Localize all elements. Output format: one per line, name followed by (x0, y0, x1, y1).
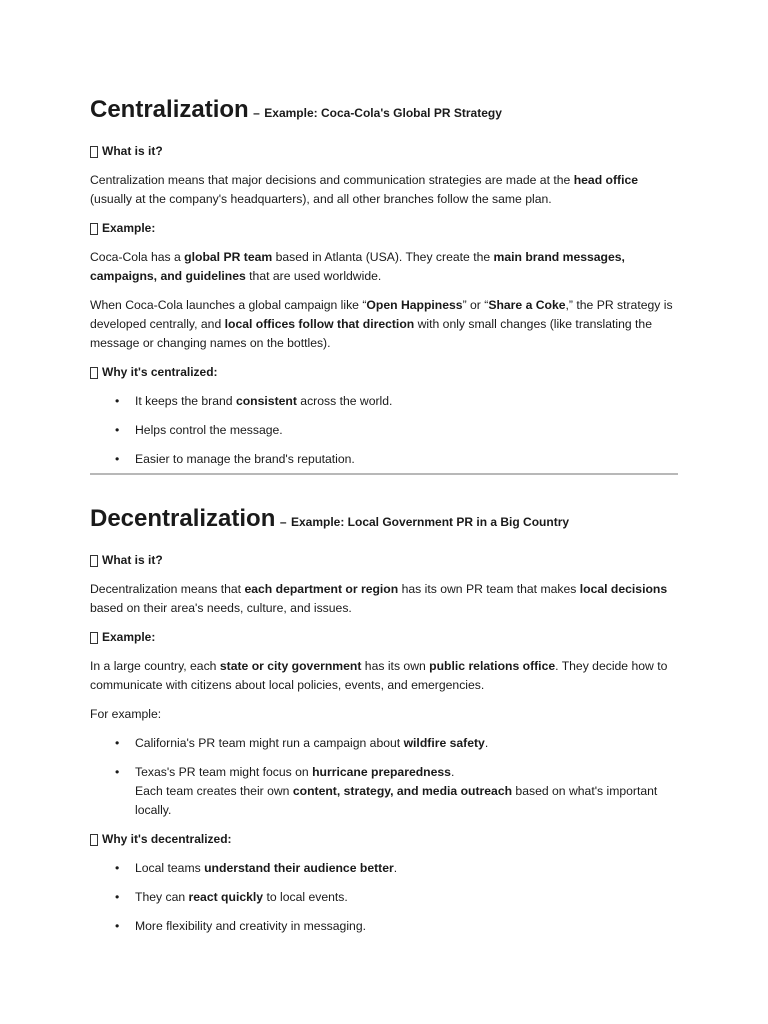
text-run: Each team creates their own (135, 784, 293, 798)
list-item (90, 450, 680, 469)
horizontal-divider (90, 473, 678, 475)
text-run: Easier to manage the brand's reputation. (135, 452, 355, 466)
text-run: . (484, 736, 489, 750)
text-run: More flexibility and creativity in messaging. (135, 919, 366, 933)
definition-paragraph (90, 580, 680, 618)
example-paragraph-2 (90, 296, 680, 353)
bold-run: global PR team (184, 250, 273, 264)
text-run: California's PR team might run a campaign about (135, 736, 404, 750)
text-run: based in Atlanta (USA). They create the (272, 250, 494, 264)
why-heading-text: Why it's centralized: (102, 365, 218, 379)
bold-run: Share a Coke (488, 298, 566, 312)
bold-run: local offices follow that direction (224, 317, 415, 331)
missing-glyph-icon (90, 632, 98, 644)
list-item (90, 888, 680, 907)
missing-glyph-icon (90, 146, 98, 158)
section-heading (90, 503, 680, 538)
definition-paragraph (90, 171, 680, 209)
text-run: Local teams (135, 861, 205, 875)
bold-run: understand their audience better (204, 861, 394, 875)
example-paragraph-1 (90, 657, 680, 695)
text-run: with only small changes (like translating the message or changing names on the bottles). (90, 317, 652, 350)
text-run: ” or “ (462, 298, 489, 312)
text-run: Decentralization means that (90, 582, 245, 596)
example-paragraph-1 (90, 248, 680, 286)
text-run: based on what's important locally. (135, 784, 658, 817)
example-heading-text: Example: (102, 630, 156, 644)
text-run: to local events. (263, 890, 348, 904)
what-heading-text: What is it? (102, 553, 163, 567)
text-run: Centralization means that major decisions and communication strategies are made at the (90, 173, 574, 187)
list-item (90, 763, 680, 820)
missing-glyph-icon (90, 834, 98, 846)
missing-glyph-icon (90, 555, 98, 567)
text-run: Texas's PR team might focus on (135, 765, 313, 779)
section-heading (90, 94, 680, 129)
why-heading (90, 830, 680, 849)
missing-glyph-icon (90, 367, 98, 379)
why-heading-text: Why it's decentralized: (102, 832, 232, 846)
text-run: . They decide how to communicate with citizens about local policies, events, and emergencies. (90, 659, 668, 692)
text-run: based on their area's needs, culture, and issues. (90, 601, 352, 615)
why-heading (90, 363, 680, 382)
text-run: When Coca-Cola launches a global campaign like “ (90, 298, 367, 312)
text-run: has its own (361, 659, 430, 673)
what-heading-text: What is it? (102, 144, 163, 158)
bold-run: react quickly (188, 890, 264, 904)
text-run: that are used worldwide. (245, 269, 382, 283)
list-item (90, 859, 680, 878)
bold-run: Open Happiness (366, 298, 463, 312)
section-title: Decentralization (90, 505, 276, 532)
example-list (90, 734, 680, 820)
bold-run: public relations office (429, 659, 556, 673)
what-is-it-heading (90, 551, 680, 570)
text-run: (usually at the company's headquarters), and all other branches follow the same plan. (90, 192, 552, 206)
text-run: . (450, 765, 455, 779)
bold-run: state or city government (219, 659, 362, 673)
list-item (90, 734, 680, 753)
centralization-section (90, 94, 680, 479)
section-subtitle: Example: Local Government PR in a Big Country (290, 515, 570, 529)
text-run: Coca-Cola has a (90, 250, 185, 264)
for-example-line: For example: (90, 707, 162, 721)
text-run: across the world. (296, 394, 393, 408)
bold-run: local decisions (579, 582, 668, 596)
bold-run: wildfire safety (403, 736, 485, 750)
example-heading (90, 628, 680, 647)
text-run: . (393, 861, 398, 875)
bold-run: main brand messages, campaigns, and guidelines (90, 250, 625, 283)
section-title: Centralization (90, 96, 249, 123)
bold-run: head office (573, 173, 639, 187)
bold-run: content, strategy, and media outreach (292, 784, 513, 798)
list-item (90, 917, 680, 936)
example-heading (90, 219, 680, 238)
bold-run: consistent (235, 394, 297, 408)
text-run: It keeps the brand (135, 394, 236, 408)
reasons-list (90, 859, 680, 936)
example-heading-text: Example: (102, 221, 156, 235)
title-dash: – (279, 515, 287, 529)
title-dash: – (253, 106, 260, 120)
what-is-it-heading (90, 142, 680, 161)
bold-run: hurricane preparedness (312, 765, 451, 779)
bold-run: each department or region (244, 582, 399, 596)
section-subtitle: Example: Coca-Cola's Global PR Strategy (264, 106, 502, 120)
missing-glyph-icon (90, 223, 98, 235)
text-run: ,” the PR strategy is developed centrally, and (90, 298, 673, 331)
reasons-list (90, 392, 680, 469)
text-run: They can (135, 890, 189, 904)
list-item (90, 421, 680, 440)
decentralization-section (90, 503, 680, 946)
text-run: Helps control the message. (135, 423, 283, 437)
list-item (90, 392, 680, 411)
text-run: has its own PR team that makes (398, 582, 580, 596)
text-run: In a large country, each (90, 659, 220, 673)
